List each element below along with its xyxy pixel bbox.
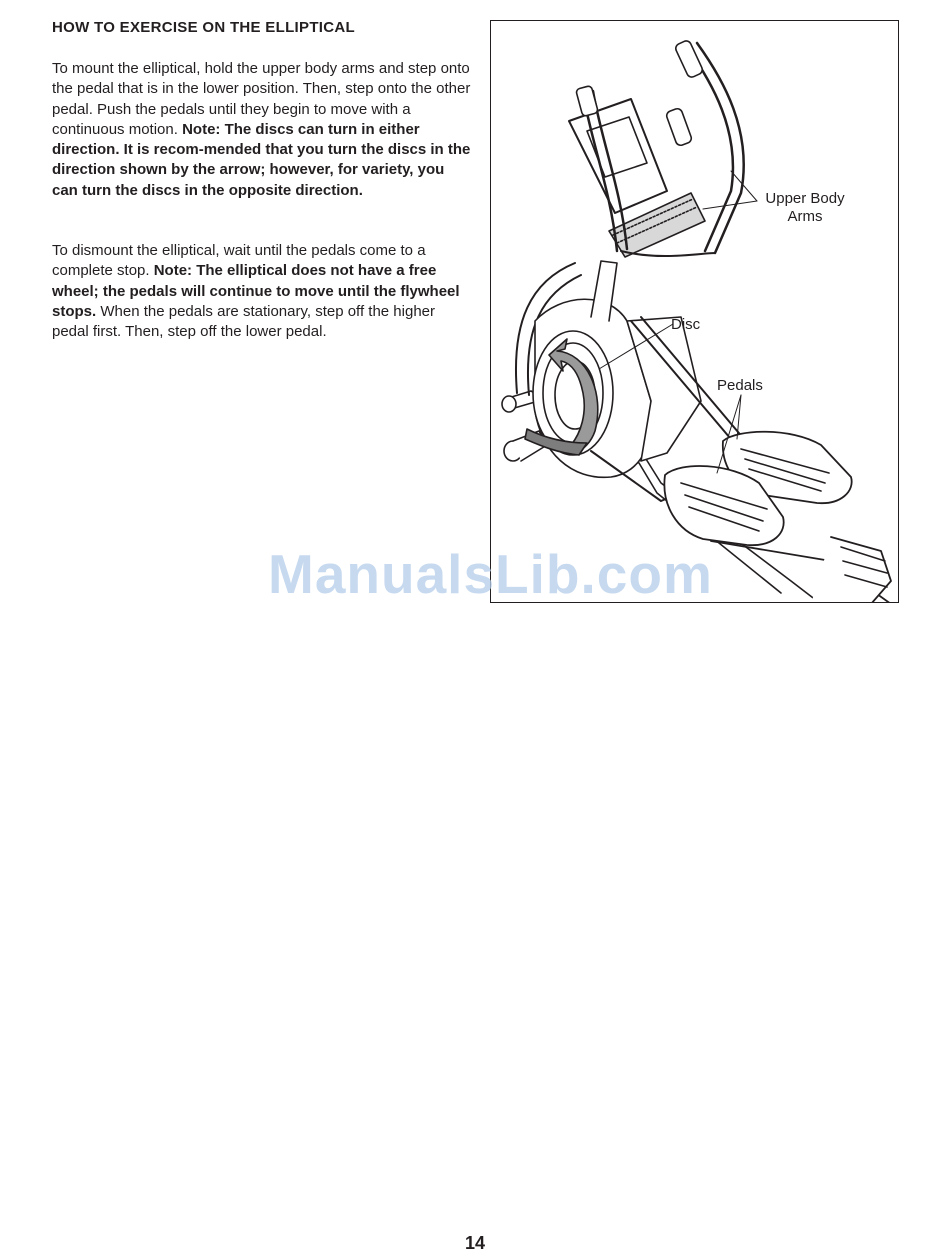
section-heading: HOW TO EXERCISE ON THE ELLIPTICAL [52,19,355,36]
elliptical-figure [490,20,899,603]
watermark: ManualsLib.com [268,543,713,605]
callout-disc: Disc [671,316,701,333]
page-number: 14 [464,1233,486,1253]
callout-upper-body-arms-line1: Upper Body [765,190,845,207]
dismount-instructions [52,241,472,342]
mount-instructions [52,59,472,201]
dismount-text-after: When the pedals are stationary, step off the higher pedal first. Then, step off the lower pedal. [52,302,436,341]
mount-text: To mount the elliptical, hold the upper body arms and step onto the pedal that is in the lower position. Then, step onto the other pedal. Push the pedals until they begin to move with a continuous motion. [52,60,471,138]
dismount-text-before: To dismount the elliptical, wait until the pedals come to a complete stop. [52,242,426,280]
elliptical-illustration [491,21,899,603]
dismount-note: Note: The elliptical does not have a free wheel; the pedals will continue to move until the flywheel stops. [52,262,460,320]
callout-upper-body-arms-line2: Arms [787,208,823,225]
mount-note: Note: The discs can turn in either direction. It is recom-mended that you turn the discs in the direction shown by the arrow; however, for variety, you can turn the discs in the opposite direction. [52,120,471,199]
callout-pedals: Pedals [717,377,763,394]
callout-upper-body-arms [757,190,853,226]
